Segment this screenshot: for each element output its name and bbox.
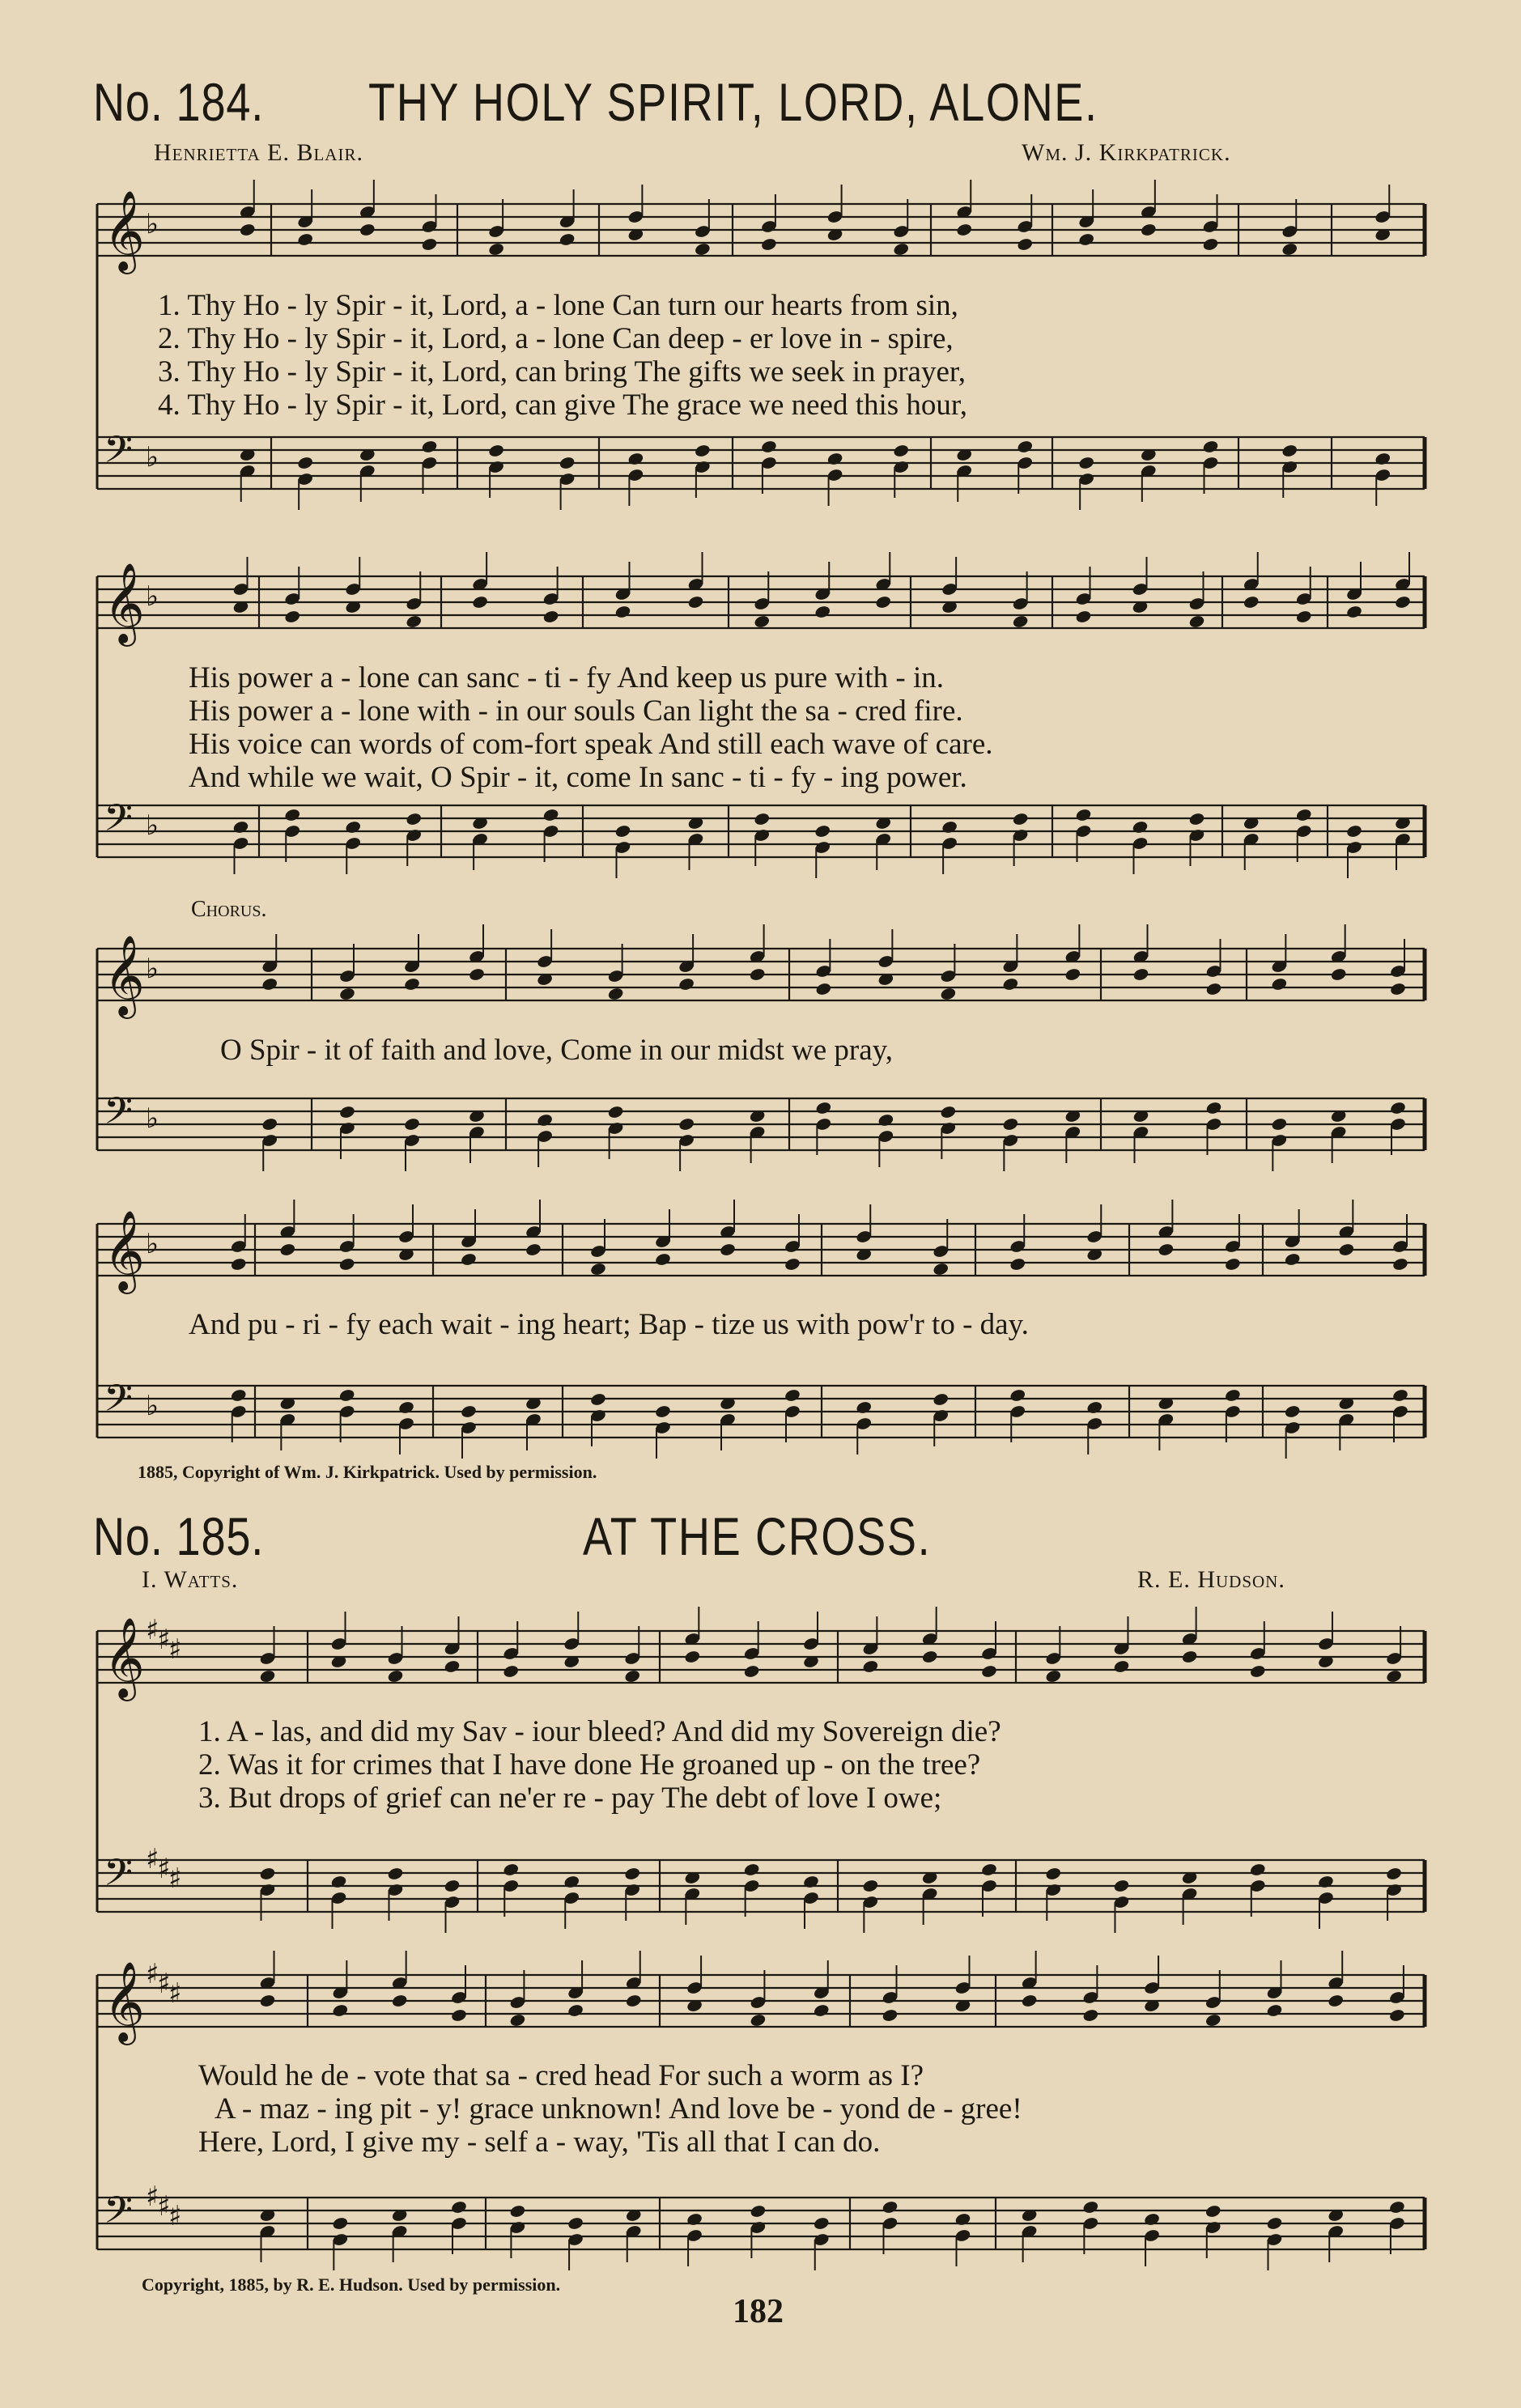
verse-line: Here, Lord, I give my - self a - way, 'Tis all that I can do. (198, 2126, 881, 2159)
key-signature-icon: ♭ (146, 208, 159, 240)
verse-line: 2. Thy Ho - ly Spir - it, Lord, a - lone Can deep - er love in - spire, (158, 322, 954, 355)
chorus-line: O Spir - it of faith and love, Come in our midst we pray, (220, 1034, 893, 1067)
key-signature-icon: ♭ (146, 1390, 159, 1422)
hymn-185-number: No. 185. (93, 1506, 265, 1566)
bass-clef-icon: 𝄢 (104, 796, 134, 849)
svg-text:♯: ♯ (168, 2200, 182, 2232)
svg-text:♯: ♯ (168, 1977, 182, 2010)
chorus-line: And pu - ri - fy each wait - ing heart; Bap - tize us with pow'r to - day. (189, 1308, 1029, 1341)
key-signature-icon: ♭ (146, 953, 159, 985)
svg-text:♯: ♯ (157, 1624, 171, 1656)
bass-clef-icon: 𝄢 (104, 1377, 134, 1429)
svg-text:♯: ♯ (157, 2190, 171, 2223)
verse-line: 1. A - las, and did my Sav - iour bleed? And did my Sovereign die? (198, 1715, 1001, 1748)
key-signature-icon: ♭ (146, 441, 159, 474)
bass-clef-icon: 𝄢 (104, 1851, 134, 1904)
hymn-185-author: I. Watts. (142, 1566, 239, 1593)
verse-line: 3. But drops of grief can ne'er re - pay The debt of love I owe; (198, 1782, 942, 1815)
chorus-label: Chorus. (191, 897, 267, 922)
key-signature-icon: ♯ (146, 1958, 159, 1990)
verse-line: 2. Was it for crimes that I have done He groaned up - on the tree? (198, 1748, 981, 1782)
key-signature-icon: ♭ (146, 1102, 159, 1135)
svg-text:♯: ♯ (168, 1862, 182, 1895)
verse-line: 4. Thy Ho - ly Spir - it, Lord, can give The grace we need this hour, (158, 389, 968, 422)
treble-clef-icon: 𝄞 (104, 935, 145, 1016)
hymn-184-title: THY HOLY SPIRIT, LORD, ALONE. (368, 72, 1098, 132)
treble-clef-icon: 𝄞 (104, 1961, 145, 2042)
hymn-184-author: Henrietta E. Blair. (154, 139, 363, 166)
bass-clef-icon: 𝄢 (104, 1089, 134, 1142)
key-signature-icon: ♭ (146, 580, 159, 613)
key-signature-icon: ♭ (146, 809, 159, 842)
hymn-184-composer: Wm. J. Kirkpatrick. (1022, 139, 1231, 166)
verse-line: His power a - lone with - in our souls Can light the sa - cred fire. (189, 694, 963, 728)
key-signature-icon: ♯ (146, 1614, 159, 1646)
key-signature-icon: ♭ (146, 1228, 159, 1260)
bass-clef-icon: 𝄢 (104, 428, 134, 481)
treble-clef-icon: 𝄞 (104, 190, 145, 271)
page-number: 182 (733, 2293, 784, 2330)
svg-text:♯: ♯ (157, 1853, 171, 1885)
hymn-185-title: AT THE CROSS. (583, 1506, 932, 1566)
verse-line: His power a - lone can sanc - ti - fy And keep us pure with - in. (189, 661, 944, 694)
treble-clef-icon: 𝄞 (104, 563, 145, 643)
hymn-185-composer: R. E. Hudson. (1137, 1566, 1285, 1593)
svg-text:♯: ♯ (157, 1968, 171, 2000)
key-signature-icon: ♯ (146, 1843, 159, 1875)
verse-line: 1. Thy Ho - ly Spir - it, Lord, a - lone Can turn our hearts from sin, (158, 289, 958, 322)
treble-clef-icon: 𝄞 (104, 1210, 145, 1291)
hymn-184-copyright: 1885, Copyright of Wm. J. Kirkpatrick. Used by permission. (138, 1462, 597, 1482)
verse-line: His voice can words of com-fort speak And still each wave of care. (189, 728, 993, 761)
verse-line: A - maz - ing pit - y! grace unknown! And love be - yond de - gree! (215, 2092, 1022, 2126)
hymn-184-number: No. 184. (93, 72, 265, 132)
verse-line: Would he de - vote that sa - cred head For such a worm as I? (198, 2059, 924, 2092)
treble-clef-icon: 𝄞 (104, 1617, 145, 1698)
hymn-185-copyright: Copyright, 1885, by R. E. Hudson. Used by permission. (142, 2274, 561, 2295)
key-signature-icon: ♯ (146, 2181, 159, 2213)
verse-line: And while we wait, O Spir - it, come In sanc - ti - fy - ing power. (189, 761, 967, 794)
svg-text:♯: ♯ (168, 1633, 182, 1666)
verse-line: 3. Thy Ho - ly Spir - it, Lord, can bring The gifts we seek in prayer, (158, 355, 966, 389)
bass-clef-icon: 𝄢 (104, 2189, 134, 2241)
